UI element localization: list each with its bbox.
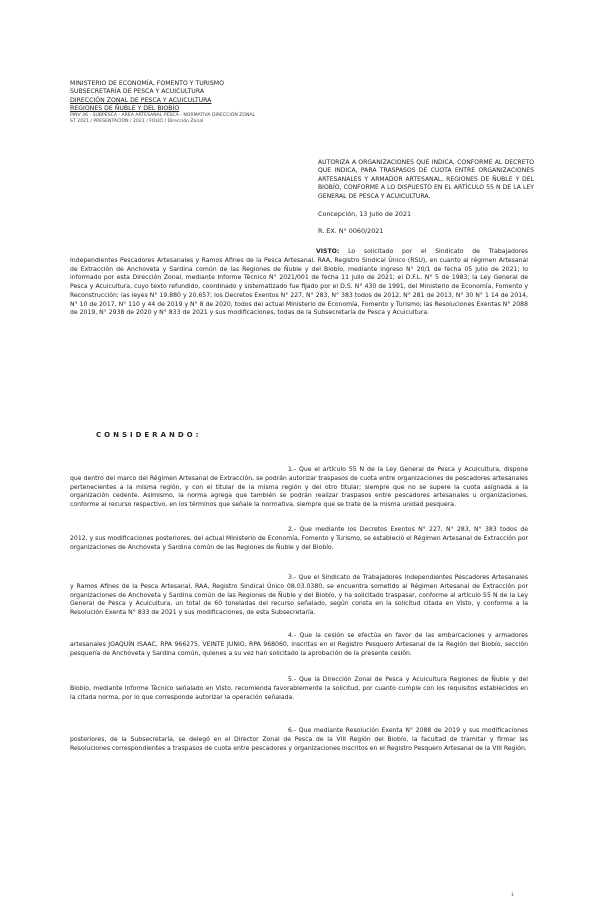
- page-number: 1: [511, 893, 514, 898]
- considerando-item-5: 5.- Que la Dirección Zonal de Pesca y Acuicultura Regiones de Ñuble y del Biobío, mediante Informe Técnico señalado en Visto, recomienda favorablemente la solicitud, por cuanto cumple con los requisitos establecidos en la citada norma, por lo que corresponde autorizar la operación señalada.: [70, 676, 528, 701]
- considerando-item-6: 6.- Que mediante Resolución Exenta N° 2088 de 2019 y sus modificaciones posteriores, de la Subsecretaría, se delegó en el Director Zonal de Pesca de la VIII Región del Biobío, la facultad de tramitar y firmar las Resoluciones correspondientes a traspasos de cuota entre pescadores y organizaciones inscritos en el Registro Pesquero Artesanal de la VIII Región.: [70, 727, 528, 752]
- letterhead: [70, 80, 390, 125]
- resolution-number: R. EX. N° 0060/2021: [318, 227, 384, 235]
- reference-line-2: ST 2021 / PRESENTACIÓN / 2021 / FOLIO / Dirección Zonal: [70, 119, 204, 125]
- visto-label: VISTO:: [316, 248, 340, 255]
- resolution-title: AUTORIZA A ORGANIZACIONES QUE INDICA, CONFORME AL DECRETO QUE INDICA, PARA TRASPASOS DE CUOTA ENTRE ORGANIZACIONES ARTESANALES Y ARMADOR ARTESANAL, REGIONES DE ÑUBLE Y DEL BIOBÍO, CONFORME A LO DISPUESTO EN EL ARTÍCULO 55 N DE LA LEY GENERAL DE PESCA Y ACUICULTURA.: [318, 159, 534, 200]
- reference-line-1: PINV 36 - SUBPESCA - AREA ARTESANAL PESCA - NORMATIVA DIRECCIÓN ZONAL: [70, 113, 256, 119]
- resolution-date: Concepción, 13 Julio de 2021: [318, 210, 412, 218]
- subsecretaria-line: SUBSECRETARÍA DE PESCA Y ACUICULTURA: [70, 88, 205, 96]
- considerando-item-3: 3.- Que el Sindicato de Trabajadores Independientes Pescadores Artesanales y Ramos Afines de la Pesca Artesanal, RAA, Registro Sindical Único 08.03.0380, se encuentra sometido al Régimen Artesanal de Extracción por organizaciones de Anchoveta y Sardina común de las Regiones de Ñuble y del Biobío, y ha solicitado traspasar, conforme al artículo 55 N de la Ley General de Pesca y Acuicultura, un total de 60 toneladas del recurso señalado, según consta en la solicitud citada en Visto, y conforme a la Resolución Exenta N° 833 de 2021 y sus modificaciones, de esta Subsecretaría.: [70, 574, 528, 616]
- considerando-item-2: 2.- Que mediante los Decretos Exentos N° 227, N° 283, N° 383 todos de 2012, y sus modificaciones posteriores, del actual Ministerio de Economía, Fomento y Turismo, se estableció el Régimen Artesanal de Extracción por organizaciones de Anchoveta y Sardina común de las Regiones de Ñuble y del Biobío.: [70, 526, 528, 551]
- direccion-zonal-line: DIRECCIÓN ZONAL DE PESCA Y ACUICULTURA: [70, 96, 212, 104]
- ministry-line: MINISTERIO DE ECONOMÍA, FOMENTO Y TURISMO: [70, 80, 225, 87]
- considerando-item-1: 1.- Que el artículo 55 N de la Ley General de Pesca y Acuicultura, dispone que dentro del marco del Régimen Artesanal de Extracción, se podrán autorizar traspasos de cuota entre organizaciones de pescadores artesanales pertenecientes a la misma región, y con el titular de la misma región y del otro titular; siempre que no se supere la cuota asignada a la organización cedente. Asimismo, la norma agrega que también se podrán realizar traspasos entre pescadores artesanales u organizaciones, conforme al recurso respectivo, en los términos que señale la normativa, siempre que se trate de la misma unidad pesquera.: [70, 466, 528, 508]
- considerando-item-4: 4.- Que la cesión se efectúa en favor de las embarcaciones y armadores artesanales JOAQUÍN ISAAC, RPA 966275, VEINTE JUNIO, RPA 968060, inscritas en el Registro Pesquero Artesanal de la Región del Biobío, sección pesquería de Anchoveta y Sardina común, quienes a su vez han solicitado la aprobación de la presente cesión.: [70, 632, 528, 657]
- regiones-line: REGIONES DE ÑUBLE Y DEL BIOBÍO: [70, 104, 180, 112]
- visto-text: Lo solicitado por el Sindicato de Trabajadores Independientes Pescadores Artesanales y Ramos Afines de la Pesca Artesanal, RAA, Registro Sindical Único (RSU), en cuanto al régimen Artesanal de Extracción de Anchoveta y Sardina común de las Regiones de Ñuble y del Biobío, mediante ingreso N° 20/1 de fecha 05 julio de 2021; lo informado por esta Dirección Zonal, mediante Informe Técnico N° 2021/001 de fecha 11 julio de 2021; el D.F.L. N° 5 de 1983; la Ley General de Pesca y Acuicultura, cuyo texto refundido, coordinado y sistematizado fue fijado por el D.S. N° 430 de 1991, del Ministerio de Economía, Fomento y Reconstrucción; las leyes N° 19.880 y 20.657; los Decretos Exentos N° 227, N° 283, N° 383 todos de 2012, N° 281 de 2013, N° 30 N° 1 14 de 2014, N° 10 de 2017, N° 110 y 44 de 2019 y N° 8 de 2020, todos del actual Ministerio de Economía, Fomento y Turismo; las Resoluciones Exentas N° 2088 de 2019, N° 2938 de 2020 y N° 833 de 2021 y sus modificaciones, todas de la Subsecretaría de Pesca y Acuicultura.: [70, 248, 529, 317]
- considerando-heading: CONSIDERANDO:: [96, 431, 202, 439]
- visto-paragraph: [70, 248, 528, 318]
